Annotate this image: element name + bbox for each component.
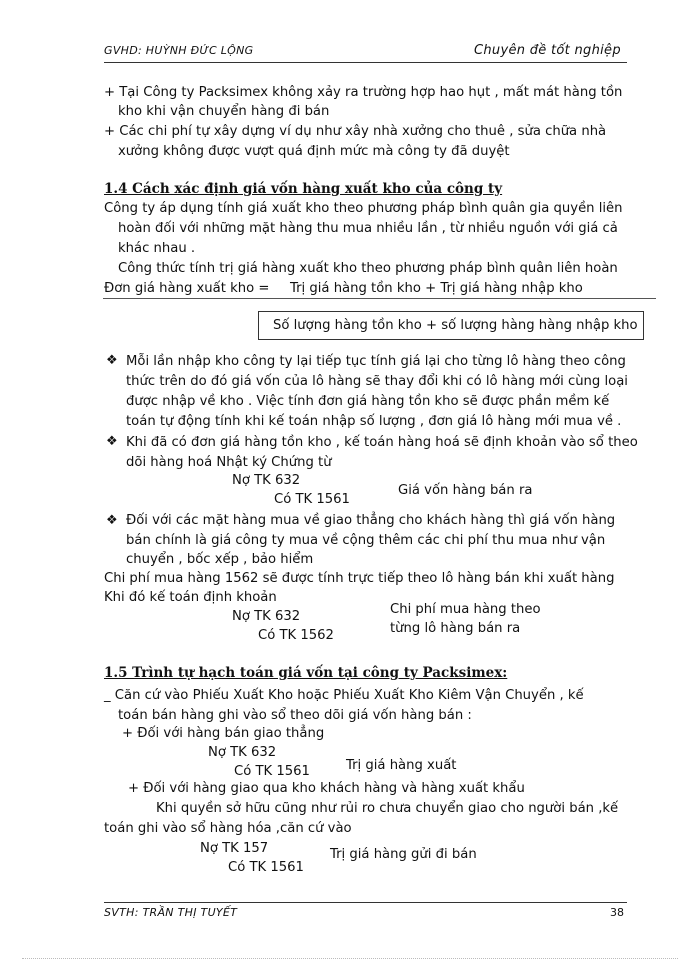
entry-4-credit: Có TK 1561 [228,860,304,875]
formula-denominator-box [258,311,644,340]
entry-2-credit: Có TK 1562 [258,628,334,643]
entry-2-description-1: Chi phí mua hàng theo [390,602,541,617]
sec15-line-6: toán ghi vào sổ hàng hóa ,căn cứ vào [104,821,352,836]
page-bottom-dotted-line [22,958,678,959]
formula-numerator: Trị giá hàng tồn kho + Trị giá hàng nhập kho [290,281,583,296]
entry-3-credit: Có TK 1561 [234,764,310,779]
sec15-line-3: + Đối với hàng bán giao thẳng [122,726,325,741]
sec14-para-2: hoàn đối với những mặt hàng thu mua nhiều lần , từ nhiều nguồn với giá cả [118,221,618,236]
entry-1-debit: Nợ TK 632 [232,473,301,488]
sec15-line-2: toán bán hàng ghi vào sổ theo dõi giá vốn hàng bán : [118,708,472,723]
entry-4-description: Trị giá hàng gửi đi bán [330,847,477,862]
bullet-1-line-4: toán tự động tính khi kế toán nhập số lượng , đơn giá lô hàng mới mua về . [126,414,622,429]
bullet-1-line-3: được nhập về kho . Việc tính đơn giá hàng tồn kho sẽ được phần mềm kế [126,394,610,409]
sec15-line-4: + Đối với hàng giao qua kho khách hàng và hàng xuất khẩu [128,781,525,796]
bullet-2-line-2: dõi hàng hoá Nhật ký Chứng từ [126,455,332,470]
formula-label: Đơn giá hàng xuất kho = [104,281,270,296]
entry-2-description-2: từng lô hàng bán ra [390,621,521,636]
bullet-1-line-2: thức trên do đó giá vốn của lô hàng sẽ thay đổi khi có lô hàng mới cùng loại [126,374,628,389]
sec15-line-1: _ Căn cứ vào Phiếu Xuất Kho hoặc Phiếu Xuất Kho Kiêm Vận Chuyển , kế [104,688,584,703]
intro-line-1: + Tại Công ty Packsimex không xảy ra trường hợp hao hụt , mất mát hàng tồn [104,85,623,100]
formula-denominator: Số lượng hàng tồn kho + số lượng hàng hàng nhập kho [273,318,638,333]
header-left: GVHD: HUỲNH ĐỨC LỘNG [104,44,254,57]
intro-line-2: kho khi vận chuyển hàng đi bán [118,104,330,119]
bullet-1-line-1: Mỗi lần nhập kho công ty lại tiếp tục tính giá lại cho từng lô hàng theo công [126,354,626,369]
diamond-bullet-icon: ❖ [106,353,118,368]
bullet-2-line-1: Khi đã có đơn giá hàng tồn kho , kế toán hàng hoá sẽ định khoản vào sổ theo [126,435,638,450]
entry-1-credit: Có TK 1561 [274,492,350,507]
entry-3-debit: Nợ TK 632 [208,745,277,760]
page-number: 38 [610,906,624,919]
sec15-line-5: Khi quyền sở hữu cũng như rủi ro chưa chuyển giao cho người bán ,kế [156,801,619,816]
footer-rule [104,902,627,903]
cost-line-1: Chi phí mua hàng 1562 sẽ được tính trực tiếp theo lô hàng bán khi xuất hàng [104,571,615,586]
fraction-rule [103,298,656,299]
section-1-5-title: 1.5 Trình tự hạch toán giá vốn tại công ty Packsimex: [104,665,508,681]
header-rule [104,62,627,63]
footer-left: SVTH: TRẦN THỊ TUYẾT [104,906,238,919]
header-right: Chuyên đề tốt nghiệp [474,43,621,58]
entry-1-description: Giá vốn hàng bán ra [398,483,533,498]
intro-line-3: + Các chi phí tự xây dựng ví dụ như xây nhà xưởng cho thuê , sửa chữa nhà [104,124,607,139]
diamond-bullet-icon: ❖ [106,434,118,449]
entry-4-debit: Nợ TK 157 [200,841,269,856]
bullet-3-line-1: Đối với các mặt hàng mua về giao thẳng cho khách hàng thì giá vốn hàng [126,513,616,528]
diamond-bullet-icon: ❖ [106,513,118,528]
bullet-3-line-2: bán chính là giá công ty mua về cộng thêm các chi phí thu mua như vận [126,533,606,548]
entry-2-debit: Nợ TK 632 [232,609,301,624]
cost-line-2: Khi đó kế toán định khoản [104,590,277,605]
sec14-para-3: khác nhau . [118,241,196,256]
sec14-para-4: Công thức tính trị giá hàng xuất kho theo phương pháp bình quân liên hoàn [118,261,618,276]
intro-line-4: xưởng không được vượt quá định mức mà công ty đã duyệt [118,144,510,159]
sec14-para-1: Công ty áp dụng tính giá xuất kho theo phương pháp bình quân gia quyền liên [104,201,623,216]
section-1-4-title: 1.4 Cách xác định giá vốn hàng xuất kho của công ty [104,181,503,197]
entry-3-description: Trị giá hàng xuất [346,758,457,773]
bullet-3-line-3: chuyển , bốc xếp , bảo hiểm [126,552,314,567]
